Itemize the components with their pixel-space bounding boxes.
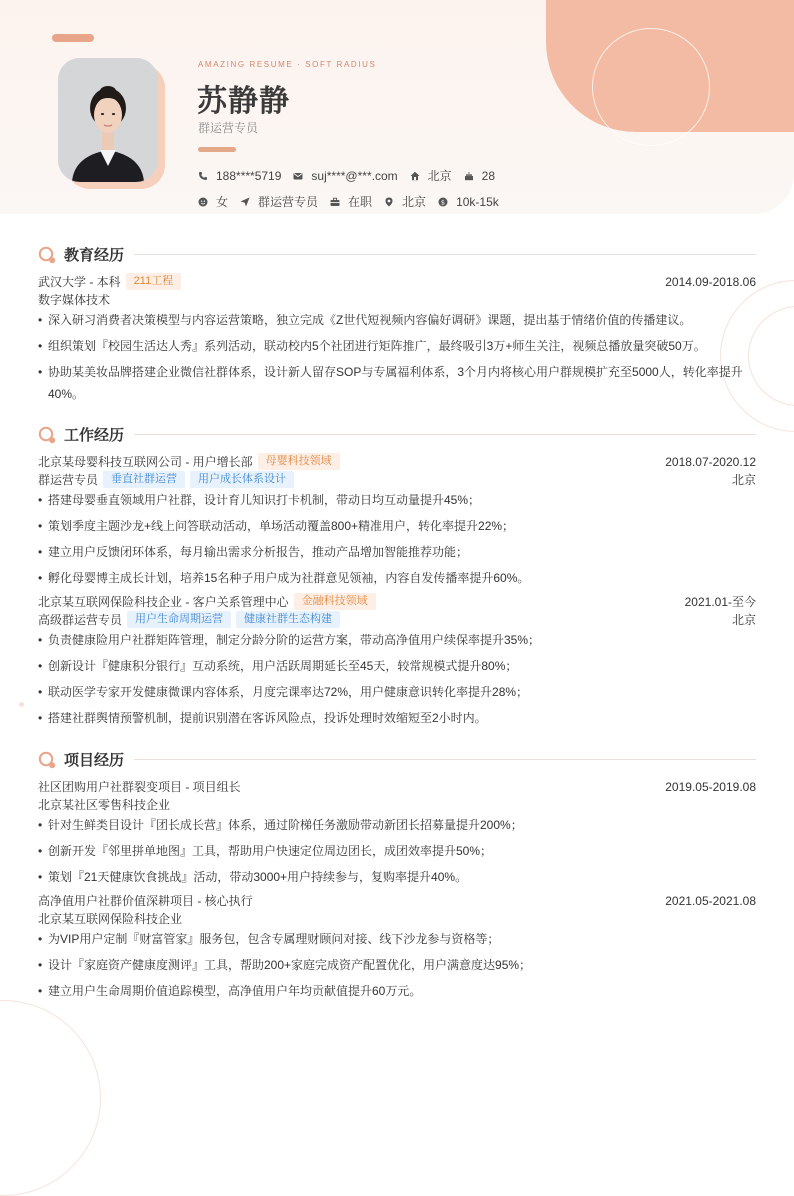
contact-row bbox=[198, 167, 507, 184]
job-header-row bbox=[38, 593, 756, 610]
gender-value: 女 bbox=[216, 195, 229, 209]
major-row bbox=[38, 291, 756, 308]
education-title: 教育经历 bbox=[64, 247, 125, 264]
project-org-row bbox=[38, 796, 756, 813]
project-bullet: • 为VIP用户定制『财富管家』服务包，包含专属理财顾问对接、线下沙龙参与资格等； bbox=[38, 928, 748, 950]
phone-item bbox=[198, 169, 281, 183]
target-role: 群运营专员 bbox=[258, 195, 319, 209]
project-title: 项目经历 bbox=[64, 752, 125, 769]
education-section-header bbox=[38, 244, 756, 265]
school-name: 武汉大学 - 本科 bbox=[38, 275, 121, 289]
target-city: 北京 bbox=[402, 195, 427, 209]
project-date: 2019.05-2019.08 bbox=[665, 779, 756, 794]
email-address: suj****@***.com bbox=[311, 168, 398, 183]
section-divider bbox=[134, 759, 756, 760]
header-ring-decoration bbox=[592, 28, 710, 146]
section-search-icon bbox=[38, 246, 56, 264]
work-title: 工作经历 bbox=[64, 427, 125, 444]
project-bullet: • 针对生鲜类目设计『团长成长营』体系，通过阶梯任务激励带动新团长招募量提升200%； bbox=[38, 814, 748, 836]
job-city: 北京 bbox=[731, 613, 756, 627]
job-bullet: • 搭建母婴垂直领域用户社群，设计育儿知识打卡机制，带动日均互动量提升45%； bbox=[38, 489, 748, 511]
candidate-role: 群运营专员 bbox=[198, 121, 259, 135]
money-icon bbox=[438, 197, 448, 207]
salary-item bbox=[438, 195, 499, 209]
age-item bbox=[464, 169, 495, 183]
send-icon bbox=[240, 197, 250, 207]
home-city: 北京 bbox=[427, 169, 452, 183]
person-portrait-icon bbox=[58, 58, 158, 182]
project-name: 高净值用户社群价值深耕项目 - 核心执行 bbox=[38, 894, 253, 908]
home-city-item bbox=[410, 167, 452, 184]
location-icon bbox=[384, 197, 394, 207]
home-icon bbox=[410, 171, 420, 181]
job-industry-tag: 金融科技领域 bbox=[294, 593, 376, 610]
project-org: 北京某互联网保险科技企业 bbox=[38, 912, 183, 926]
resume-tagline: AMAZING RESUME · SOFT RADIUS bbox=[198, 60, 377, 69]
job-bullet: • 联动医学专家开发健康微课内容体系，月度完课率达72%，用户健康意识转化率提升28%； bbox=[38, 681, 748, 703]
section-divider bbox=[134, 434, 756, 435]
age-value: 28 bbox=[481, 168, 495, 183]
job-position-row bbox=[38, 471, 756, 488]
skill-tag: 健康社群生态构建 bbox=[236, 611, 340, 628]
job-date: 2018.07-2020.12 bbox=[665, 454, 756, 469]
job-bullet: • 建立用户反馈闭环体系，每月输出需求分析报告，推动产品增加智能推荐功能； bbox=[38, 541, 748, 563]
ring-decoration bbox=[0, 1000, 101, 1196]
project-org: 北京某社区零售科技企业 bbox=[38, 798, 171, 812]
target-role-item bbox=[240, 193, 318, 210]
job-industry-tag: 母婴科技领域 bbox=[258, 453, 340, 470]
job-bullet: • 搭建社群舆情预警机制，提前识别潜在客诉风险点，投诉处理时效缩短至2小时内。 bbox=[38, 707, 748, 729]
phone-number: 188****5719 bbox=[216, 168, 282, 183]
skill-tag: 用户成长体系设计 bbox=[190, 471, 294, 488]
job-bullet: • 负责健康险用户社群矩阵管理，制定分龄分阶的运营方案，带动高净值用户续保率提升35%； bbox=[38, 629, 748, 651]
section-search-icon bbox=[38, 751, 56, 769]
email-item bbox=[293, 169, 397, 183]
project-bullet: • 建立用户生命周期价值追踪模型，高净值用户年均贡献值提升60万元。 bbox=[38, 980, 748, 1002]
gender-item bbox=[198, 193, 228, 210]
job-header-row bbox=[38, 453, 756, 470]
project-name: 社区团购用户社群裂变项目 - 项目组长 bbox=[38, 780, 241, 794]
project-section-header bbox=[38, 749, 756, 770]
job-position-row bbox=[38, 611, 756, 628]
employment-status: 在职 bbox=[348, 195, 373, 209]
job-city: 北京 bbox=[731, 473, 756, 487]
education-bullet: • 协助某美妆品牌搭建企业微信社群体系，设计新人留存SOP与专属福利体系，3个月内将核心用户群规模扩充至5000人，转化率提升40%。 bbox=[38, 361, 748, 405]
job-position: 群运营专员 bbox=[38, 473, 99, 487]
project-org-row bbox=[38, 910, 756, 927]
education-row bbox=[38, 273, 756, 290]
job-position: 高级群运营专员 bbox=[38, 613, 123, 627]
expected-salary: 10k-15k bbox=[456, 194, 499, 209]
education-bullet: • 深入研习消费者决策模型与内容运营策略，独立完成《Z世代短视频内容偏好调研》课题，提出基于情绪价值的传播建议。 bbox=[38, 309, 748, 331]
job-company: 北京某互联网保险科技企业 - 客户关系管理中心 bbox=[38, 595, 289, 609]
skill-tag: 垂直社群运营 bbox=[103, 471, 185, 488]
job-bullet: • 策划季度主题沙龙+线上问答联动活动，单场活动覆盖800+精准用户，转化率提升22%； bbox=[38, 515, 748, 537]
education-bullet: • 组织策划『校园生活达人秀』系列活动，联动校内5个社团进行矩阵推广，最终吸引3万+师生关注，视频总播放量突破50万。 bbox=[38, 335, 748, 357]
project-header-row bbox=[38, 892, 756, 909]
profile-row bbox=[198, 193, 511, 210]
cake-icon bbox=[464, 171, 474, 181]
work-section-header bbox=[38, 424, 756, 445]
status-item bbox=[330, 193, 372, 210]
accent-pill bbox=[52, 34, 94, 42]
job-date: 2021.01-至今 bbox=[684, 595, 756, 609]
section-search-icon bbox=[38, 426, 56, 444]
svg-text:$: $ bbox=[440, 197, 446, 206]
school-tag: 211工程 bbox=[126, 273, 182, 290]
mail-icon bbox=[293, 171, 303, 181]
project-bullet: • 策划『21天健康饮食挑战』活动，带动3000+用户持续参与，复购率提升40%。 bbox=[38, 866, 748, 888]
project-bullet: • 创新开发『邻里拼单地图』工具，帮助用户快速定位周边团长，成团效率提升50%； bbox=[38, 840, 748, 862]
dot-decoration bbox=[19, 702, 24, 707]
major: 数字媒体技术 bbox=[38, 293, 111, 307]
project-header-row bbox=[38, 778, 756, 795]
briefcase-icon bbox=[330, 197, 340, 207]
job-company: 北京某母婴科技互联网公司 - 用户增长部 bbox=[38, 455, 253, 469]
target-city-item bbox=[384, 193, 426, 210]
project-bullet: • 设计『家庭资产健康度测评』工具，帮助200+家庭完成资产配置优化，用户满意度达95%； bbox=[38, 954, 748, 976]
gender-icon bbox=[198, 197, 208, 207]
candidate-name: 苏静静 bbox=[197, 85, 290, 118]
avatar bbox=[58, 58, 158, 182]
project-date: 2021.05-2021.08 bbox=[665, 893, 756, 908]
role-underline bbox=[198, 147, 236, 152]
job-bullet: • 创新设计『健康积分银行』互动系统，用户活跃周期延长至45天，较常规模式提升80%； bbox=[38, 655, 748, 677]
skill-tag: 用户生命周期运营 bbox=[127, 611, 231, 628]
education-date: 2014.09-2018.06 bbox=[665, 274, 756, 289]
section-divider bbox=[134, 254, 756, 255]
job-bullet: • 孵化母婴博主成长计划，培养15名种子用户成为社群意见领袖，内容自发传播率提升60%。 bbox=[38, 567, 748, 589]
phone-icon bbox=[198, 171, 208, 181]
